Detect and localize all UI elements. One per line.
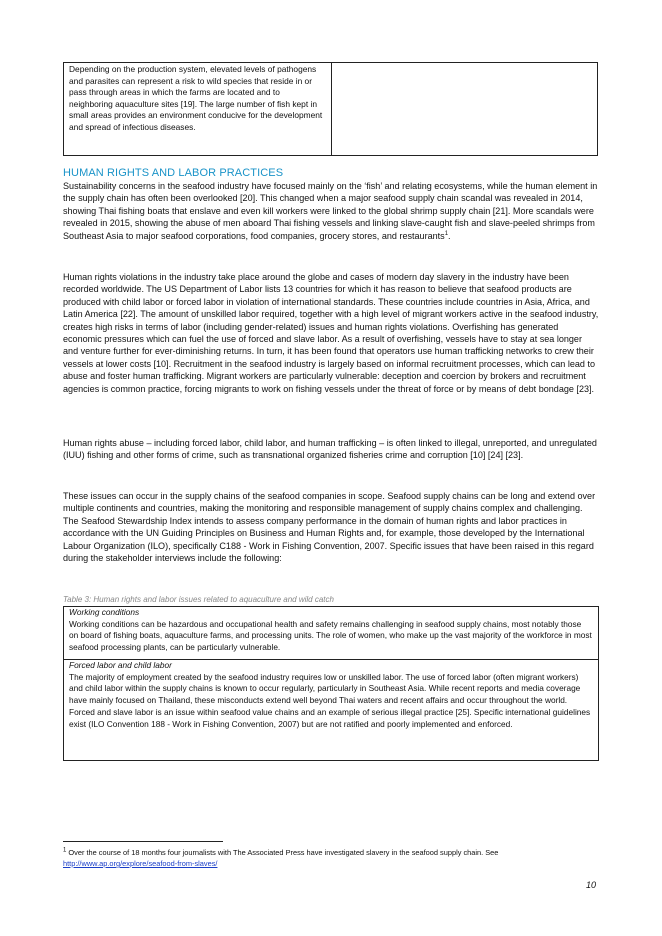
table-cell-right [332, 63, 597, 155]
table-cell-left: Depending on the production system, elevated levels of pathogens and parasites can represent a risk to wild species that reside in or pass through areas in which the farms are located and to neighboring aquaculture sites [19]. The large number of fish kept in small areas provides an environment conducive for the development and spread of infectious diseases. [64, 63, 332, 155]
row-title: Forced labor and child labor [69, 660, 172, 670]
row-title: Working conditions [69, 607, 140, 617]
footnote-link[interactable]: http://www.ap.org/explore/seafood-from-slaves/ [63, 859, 218, 868]
continued-table [63, 62, 598, 156]
table-row [64, 659, 598, 760]
table-row [64, 607, 598, 659]
footnote-text: Over the course of 18 months four journalists with The Associated Press have investigated slavery in the seafood supply chain. See [66, 848, 499, 857]
row-text: Working conditions can be hazardous and occupational health and safety remains challenging in seafood supply chains, most notably those on board of fishing boats, aquaculture farms, and processing units. The role of women, who make up the vast majority of the workforce in most seafood processing plants, can be particularly vulnerable. [69, 618, 592, 653]
page-number: 10 [586, 880, 597, 890]
paragraph-1 [63, 180, 599, 242]
table-caption: Table 3: Human rights and labor issues related to aquaculture and wild catch [63, 595, 334, 604]
paragraph-2: Human rights violations in the industry take place around the globe and cases of modern day slavery in the industry have been recorded worldwide. The US Department of Labor lists 13 countries for which it has reason to believe that seafood products are produced with child labor or forced labor in violation of international standards. These countries include countries in Asia, Africa, and Latin America [22]. The amount of unskilled labor required, together with a high level of migrant workers active in the seafood industry, creates high risks in terms of labor (including gender-related) issues and human rights violations. Overfishing has generated economic pressures which can fuel the use of forced and slave labor. As a result of overfishing, vessels have to stay at sea longer and venture further for ever-diminishing returns. In turn, it has been found that operators use human trafficking networks to crew their vessels at lower costs [10]. Recruitment in the seafood industry is largely based on informal recruitment processes, which can lead to abuse and foster human trafficking. Migrant workers are particularly vulnerable: deception and coercion by brokers and recruitment agencies is common practice, forcing migrants to work on fishing vessels under the threat of force or by means of debt bondage [23]. [63, 272, 599, 394]
paragraph-1-end: . [448, 230, 451, 241]
footnote-reference[interactable]: 1 [444, 230, 449, 237]
footnote [63, 847, 599, 869]
issues-table [63, 606, 599, 761]
paragraph-3: Human rights abuse – including forced labor, child labor, and human trafficking – is often linked to illegal, unreported, and unregulated (IUU) fishing and other forms of crime, such as transnational organized fisheries crime and corruption [10] [24] [23]. [63, 438, 597, 461]
paragraph-4: These issues can occur in the supply chains of the seafood companies in scope. Seafood supply chains can be long and extend over multiple continents and countries, making the monitoring and responsible management of supply chains complex and challenging. The Seafood Stewardship Index intends to assess company performance in the domain of human rights and labor practices in accordance with the UN Guiding Principles on Business and Human Rights and, for example, those developed by the International Labour Organization (ILO), specifically C188 - Work in Fishing Convention, 2007. Specific issues that have been raised in this regard during the stakeholder interviews include the following: [63, 491, 596, 564]
footnote-divider [63, 841, 223, 842]
footnote-marker: 1 [63, 847, 67, 854]
section-heading: HUMAN RIGHTS AND LABOR PRACTICES [63, 167, 284, 179]
paragraph-1-text: Sustainability concerns in the seafood industry have focused mainly on the ‘fish’ and relating ecosystems, while the human element in the supply chain has often been overlooked [20]. This changed when a major seafood supply chain scandal was revealed in 2014, showing Thai fishing boats that enslave and even kill workers were linked to the global shrimp supply chain [21]. More scandals were revealed in 2015, showing the abuse of men aboard Thai fishing vessels and linking slave-caught fish and slave-peeled shrimps from Southeast Asia to major seafood corporations, food companies, grocery stores, and restaurants [63, 181, 598, 241]
row-text: The majority of employment created by the seafood industry requires low or unskilled labor. The use of forced labor (often migrant workers) and child labor within the supply chains is known to occur regularly, particularly in Southeast Asia. While recent reports and media coverage have mainly focused on Thailand, these misconducts extend well beyond Thai waters and recent affairs and occur throughout the world. Forced and slave labor is an issue within seafood value chains and an example of serious illegal practice [25]. Specific international guidelines exist (ILO Convention 188 - Work in Fishing Convention, 2007) but are not ratified and poorly implemented and enforced. [69, 671, 591, 729]
